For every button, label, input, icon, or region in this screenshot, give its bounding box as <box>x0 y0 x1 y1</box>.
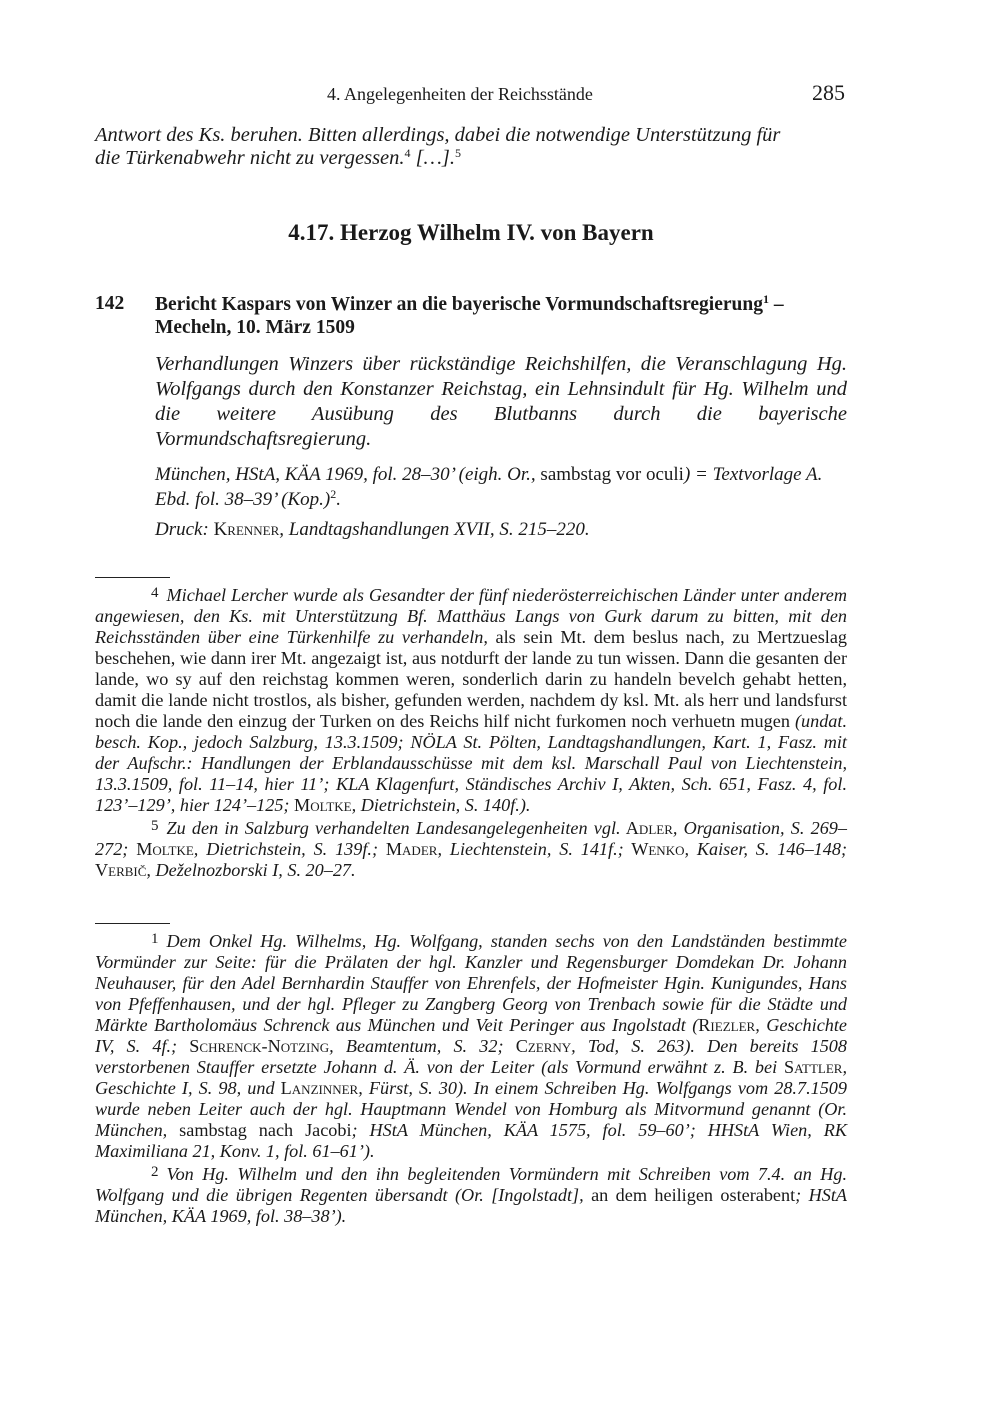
document-title <box>155 293 847 339</box>
footnote-1-italic-1: Dem Onkel Hg. Wilhelms, Hg. Wolfgang, standen sechs von den Landständen bestimmte Vormünder zur Seite: für die Prälaten der hgl. Kanzler und Regensburger Domdekan Dr. Johann Neuhauser, für den Adel Bernhardin Stauffer von Ehrenfels, der Hofmeister Hgin. Kunigundes, Hans von Pfeffenhausen, und der hgl. Pfleger zu Zangberg Georg von Trenbach sowie für die Städte und Märkte Bartholomäus Schrenck aus München und Veit Peringer aus Ingolstadt ( <box>95 931 847 1035</box>
footnote-1-author-4: Sattler <box>777 1057 843 1077</box>
footnote-1-author-2: Schrenck-Notzing <box>177 1036 330 1056</box>
footnote-ref-1[interactable]: 1 <box>762 292 769 306</box>
footnote-2 <box>95 1162 847 1227</box>
footnote-5-italic-5: , Kaiser, S. 146–148; <box>684 839 848 859</box>
footnote-5-author-3: Mader <box>378 839 438 859</box>
carryover-ellipsis: […]. <box>410 147 455 169</box>
footnote-1-italic-3: , Beamtentum, S. 32; <box>329 1036 504 1056</box>
footnote-5-author-4: Wenko <box>623 839 685 859</box>
footnote-2-italic-2: ; HStA München, KÄA 1969, fol. 38–38’). <box>95 1185 847 1226</box>
section-heading: 4.17. Herzog Wilhelm IV. von Bayern <box>288 220 654 245</box>
footnotes-section-a <box>95 583 847 881</box>
footnote-number: 2 <box>151 1164 159 1180</box>
print-rest: , Landtagshandlungen XVII, S. 215–220. <box>279 519 590 540</box>
footnote-ref-4[interactable]: 4 <box>404 146 411 160</box>
footnote-1-author-3: Czerny <box>503 1036 572 1056</box>
source-end: . <box>336 489 341 510</box>
footnote-1-author-1: Riezler <box>698 1015 756 1035</box>
footnote-5-italic-1: Zu den in Salzburg verhandelten Landesangelegenheiten vgl. <box>166 818 621 838</box>
carryover-line-2: die Türkenabwehr nicht zu vergessen. <box>95 147 405 169</box>
footnote-5-italic-6: , Deželnozborski I, S. 20–27. <box>146 860 356 880</box>
footnote-ref-2[interactable]: 2 <box>330 487 337 501</box>
print-author: Krenner <box>213 519 280 540</box>
running-title: 4. Angelegenheiten der Reichsstände <box>327 84 593 104</box>
footnote-number: 1 <box>151 931 159 947</box>
print-citation <box>155 517 847 542</box>
source-citation <box>155 462 847 512</box>
footnote-1-author-5: Lanzinner <box>274 1078 359 1098</box>
footnote-5 <box>95 816 847 881</box>
document-title-line-2: Mecheln, 10. März 1509 <box>155 317 355 338</box>
footnote-5-italic-3: , Dietrichstein, S. 139f.; <box>193 839 379 859</box>
carryover-text <box>95 124 847 170</box>
footnote-5-author-5: Verbič <box>95 860 147 880</box>
source-part-a: München, HStA, KÄA 1969, fol. 28–30’ (eigh. Or., <box>155 464 536 485</box>
footnote-5-author-1: Adler <box>620 818 673 838</box>
footnote-4-author: Moltke <box>289 795 352 815</box>
footnote-2-date: an dem heiligen osterabent <box>583 1185 796 1205</box>
footnote-5-author-2: Moltke <box>128 839 194 859</box>
footnote-1-italic-7: ; HStA München, KÄA 1575, fol. 59–60’; HHStA Wien, RK Maximiliana 21, Konv. 1, fol. 61–61’). <box>95 1120 848 1161</box>
footnote-1-italic-5: , Geschichte I, S. 98, und <box>95 1057 847 1098</box>
footnotes-section-b <box>95 929 847 1227</box>
footnote-rule-b <box>95 923 170 924</box>
footnote-rule-a <box>95 577 170 578</box>
document-number: 142 <box>95 293 125 314</box>
footnote-4-quote: als sein Mt. dem beslus nach, zu Mertzueslag beschehen, wie dann irer Mt. angezaigt ist, aus notdurft der lande zu tun wissen. Dann die gesanten der lande, wo sy auf den reichstag kommen weren, sonderlich darin zu handeln bevelch gehabt hetten, damit die lande nicht trostlos, als bisher, gefunden werden, nachdem dy ksl. Mt. als herr und landsfurst noch die lande den einzug der Turken on des Reichs hilf nicht furkomen noch verhuetn mugen <box>95 627 847 731</box>
source-part-b: sambstag vor oculi <box>535 464 684 485</box>
footnote-number: 4 <box>151 585 159 601</box>
footnote-4-italic-3: , Dietrichstein, S. 140f.). <box>351 795 531 815</box>
footnote-2-italic-1: Von Hg. Wilhelm und den ihn begleitenden Vormündern mit Schreiben vom 7.4. an Hg. Wolfgang und die übrigen Regenten übersandt (Or. [Ingolstadt], <box>95 1164 847 1205</box>
footnote-1-date: sambstag nach Jacobi <box>167 1120 352 1140</box>
footnote-ref-5[interactable]: 5 <box>454 146 461 160</box>
document-title-line-1: Bericht Kaspars von Winzer an die bayerische Vormundschaftsregierung <box>155 294 763 315</box>
print-label: Druck: <box>155 519 209 540</box>
footnote-4 <box>95 583 847 816</box>
footnote-1-italic-6: , Fürst, S. 30). In einem Schreiben Hg. Wolfgangs vom 28.7.1509 wurde neben Leiter auch der hgl. Hauptmann Wendel von Homburg als Mitvormund genannt (Or. München, <box>95 1078 847 1140</box>
running-head <box>95 80 847 108</box>
footnote-5-italic-2: , Organisation, S. 269–272; <box>95 818 847 859</box>
footnote-number: 5 <box>151 818 159 834</box>
footnote-5-italic-4: , Liechtenstein, S. 141f.; <box>437 839 624 859</box>
footnote-1-italic-2: , Geschichte IV, S. 4f.; <box>95 1015 847 1056</box>
footnote-1-italic-4: , Tod, S. 263). Den bereits 1508 verstorbenen Stauffer ersetzte Johann d. Ä. von der Leiter (als Vormund erwähnt z. B. bei <box>95 1036 847 1077</box>
carryover-line-1: Antwort des Ks. beruhen. Bitten allerdings, dabei die notwendige Unterstützung für <box>95 124 781 146</box>
document-regest: Verhandlungen Winzers über rückständige Reichshilfen, die Veranschlagung Hg. Wolfgangs durch den Konstanzer Reichstag, ein Lehnsindult für Hg. Wilhelm und die weitere Ausübung des Blutbanns durch die bayerische Vormundschaftsregierung. <box>155 353 847 450</box>
footnote-4-italic-2: (undat. besch. Kop., jedoch Salzburg, 13.3.1509; NÖLA St. Pölten, Landtagshandlungen, Kart. 1, Fasz. mit der Aufschr.: Handlungen der Erblandausschüsse mit dem ksl. Marschall Paul von Liechtenstein, 13.3.1509, fol. 11–14, hier 11’; KLA Klagenfurt, Ständisches Archiv I, Akten, Sch. 651, Fasz. 4, fol. 123’–129’, hier 124’–125; <box>95 711 847 815</box>
document-title-dash: – <box>768 294 784 315</box>
source-part-c: ) = Textvorlage A. Ebd. fol. 38–39’ (Kop.) <box>155 464 823 510</box>
page-number: 285 <box>812 80 845 105</box>
footnote-1 <box>95 929 847 1162</box>
footnote-4-italic-1: Michael Lercher wurde als Gesandter der fünf niederösterreichischen Länder unter anderem angewiesen, den Ks. mit Unterstützung Bf. Matthäus Langs von Gurk darum zu bitten, mit den Reichsständen über eine Türkenhilfe zu verhandeln, <box>95 585 847 647</box>
